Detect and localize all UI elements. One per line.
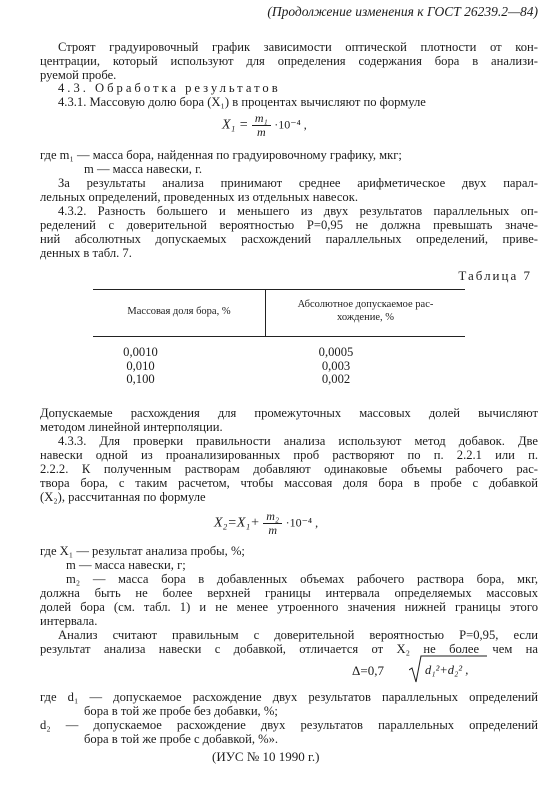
- where2-line-6: интервала.: [40, 614, 98, 628]
- after-table-line-2: методом линейной интерполяции.: [40, 420, 223, 434]
- formula-x1-fraction: [252, 112, 271, 139]
- where2-line-5: долей бора (см. табл. 1) и не менее утроенного значения нижней границы этого: [40, 600, 538, 614]
- formula-x2-lhs: X₂=X₁+: [214, 515, 260, 531]
- formula-x2-denominator: m: [268, 523, 277, 537]
- formula-x2: [214, 510, 318, 537]
- where2-line-2: m — масса навески, г;: [66, 558, 186, 572]
- formula-delta-radicand: d₁²+d₂² ,: [425, 663, 469, 677]
- formula-x1-lhs: X₁ =: [222, 117, 249, 133]
- intro-line-2: центрации, который используют для определения содержания бора в анализи-: [40, 54, 538, 68]
- section-4-3-heading: 4.3. Обработка результатов: [58, 81, 281, 95]
- section-4-3-3-line-1: 4.3.3. Для проверки правильности анализа используют метод добавок. Две: [58, 434, 538, 448]
- where2-line-4: должна быть не более верхней границы интервала определяемых массовых: [40, 586, 538, 600]
- section-4-3-3-line-4: твора бора, с таким расчетом, чтобы массовая доля бора в пробе с добавкой: [40, 476, 538, 490]
- intro-line-1: Строят градуировочный график зависимости оптической плотности от кон-: [58, 40, 538, 54]
- formula-x2-numerator: m₂: [263, 510, 282, 524]
- formula-delta-lhs: Δ=0,7: [352, 663, 384, 678]
- where3-line-4: бора в той же пробе с добавкой, %».: [84, 732, 279, 746]
- result-note-line-2: лельных определений, проведенных из отдельных навесок.: [40, 190, 358, 204]
- table-title: Таблица 7: [458, 268, 532, 283]
- where3-line-2: бора в той же пробе без добавки, %;: [84, 704, 278, 718]
- document-header: (Продолжение изменения к ГОСТ 26239.2—84): [267, 4, 538, 19]
- table-header-col1: Массовая доля бора, %: [127, 306, 231, 317]
- table-cell: 0,010: [126, 358, 155, 373]
- where2-line-3: m₂ — масса бора в добавленных объемах рабочего раствора бора, мкг,: [66, 572, 538, 586]
- table-cell: 0,0010: [123, 345, 158, 359]
- where3-line-1: где d₁ — допускаемое расхождение двух результатов параллельных определений: [40, 690, 538, 704]
- table-cell: 0,100: [126, 372, 155, 386]
- where3-line-3: d₂ — допускаемое расхождение двух результатов параллельных определений: [40, 718, 538, 732]
- table-header-col2-line1: Абсолютное допускаемое рас-: [297, 299, 434, 310]
- where2-line-1: где X₁ — результат анализа пробы, %;: [40, 544, 245, 558]
- section-4-3-2-line-4: денных в табл. 7.: [40, 246, 132, 260]
- table-col1-values: [93, 346, 188, 387]
- table-col2-values: [266, 346, 406, 387]
- result-note-line-1: За результаты анализа принимают среднее арифметическое двух парал-: [58, 176, 538, 190]
- intro-line-3: руемой пробе.: [40, 68, 117, 82]
- table-cell: 0,002: [321, 372, 351, 386]
- analysis-note-line-1: Анализ считают правильным с доверительной вероятностью P=0,95, если: [58, 628, 538, 642]
- table-cell: 0,003: [321, 358, 351, 373]
- formula-x2-tail: ·10⁻⁴ ,: [285, 515, 319, 530]
- formula-x2-fraction: [263, 510, 282, 537]
- formula-x1-numerator: m₁: [252, 112, 271, 126]
- section-4-3-2-line-1: 4.3.2. Разность большего и меньшего из двух результатов параллельных оп-: [58, 204, 538, 218]
- where1-line-1: где m₁ — масса бора, найденная по градуировочному графику, мкг;: [40, 148, 402, 162]
- where1-line-2: m — масса навески, г.: [84, 162, 202, 176]
- table-header-rule: [93, 336, 465, 337]
- section-4-3-3-line-2: навески одной из проанализированных проб растворяют по п. 2.2.1 или п.: [40, 448, 538, 462]
- table-cell: 0,0005: [318, 345, 354, 359]
- section-4-3-2-line-2: ределений с доверительной вероятностью P=0,95 не должна превышать значе-: [40, 218, 538, 232]
- section-4-3-1: 4.3.1. Массовую долю бора (X₁) в процентах вычисляют по формуле: [58, 95, 426, 109]
- footer-reference: (ИУС № 10 1990 г.): [212, 749, 320, 764]
- formula-x1-tail: ·10⁻⁴ ,: [274, 117, 307, 132]
- formula-x1: [222, 112, 307, 139]
- section-4-3-2-line-3: ний абсолютных допускаемых расхождений параллельных определений, приве-: [40, 232, 538, 246]
- section-4-3-3-line-3: 2.2.2. К полученным растворам добавляют одинаковые объемы рабочего рас-: [40, 462, 538, 476]
- after-table-line-1: Допускаемые расхождения для промежуточных массовых долей вычисляют: [40, 406, 538, 420]
- section-4-3-3-line-5: (X₂), рассчитанная по формуле: [40, 490, 206, 504]
- table-top-rule: [93, 289, 465, 290]
- analysis-note-line-2: результат анализа навески с добавкой, отличается от X₂ не более чем на: [40, 642, 538, 656]
- table-header-col2-line2: хождение, %: [337, 312, 394, 323]
- formula-x1-denominator: m: [256, 125, 266, 139]
